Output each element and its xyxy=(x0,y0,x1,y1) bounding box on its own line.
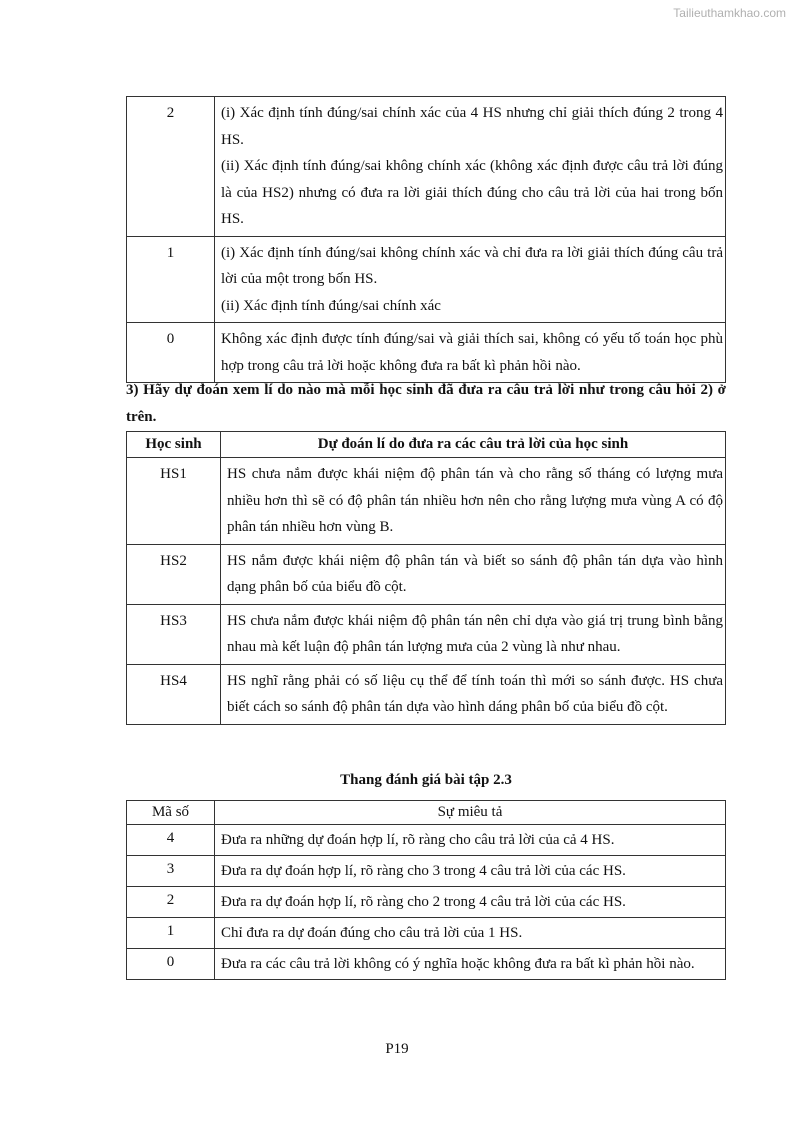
prediction-cell: HS nắm được khái niệm độ phân tán và biết so sánh độ phân tán dựa vào hình dạng phân bố của biểu đồ cột. xyxy=(221,544,726,604)
question-3-heading: 3) Hãy dự đoán xem lí do nào mà mỗi học sinh đã đưa ra câu trả lời như trong câu hỏi 2) ở trên. xyxy=(126,382,726,425)
table-row xyxy=(127,458,726,545)
page-number: P19 xyxy=(385,1041,409,1057)
table-row xyxy=(127,918,726,949)
table-row xyxy=(127,949,726,980)
column-header-code: Mã số xyxy=(127,801,215,825)
description-cell: Đưa ra những dự đoán hợp lí, rõ ràng cho câu trả lời của cả 4 HS. xyxy=(215,825,726,856)
table-row xyxy=(127,236,726,323)
description-cell xyxy=(215,323,726,383)
description-paragraph: (i) Xác định tính đúng/sai chính xác của 4 HS nhưng chỉ giải thích đúng 2 trong 4 HS. xyxy=(221,105,723,148)
table-row xyxy=(127,544,726,604)
code-cell: 0 xyxy=(127,949,215,980)
student-cell: HS3 xyxy=(127,604,221,664)
student-cell: HS1 xyxy=(127,458,221,545)
score-cell: 1 xyxy=(127,236,215,323)
prediction-cell: HS chưa nắm được khái niệm độ phân tán nên chỉ dựa vào giá trị trung bình bằng nhau mà kết luận độ phân tán lượng mưa của 2 vùng là như nhau. xyxy=(221,604,726,664)
table-row xyxy=(127,664,726,724)
table-row xyxy=(127,97,726,237)
description-cell xyxy=(215,97,726,237)
scoring-table-continued xyxy=(126,96,726,383)
prediction-table xyxy=(126,431,726,725)
description-cell: Đưa ra dự đoán hợp lí, rõ ràng cho 2 trong 4 câu trả lời của các HS. xyxy=(215,887,726,918)
table-row xyxy=(127,825,726,856)
watermark: Tailieuthamkhao.com xyxy=(673,6,786,20)
table-row xyxy=(127,887,726,918)
table-header-row xyxy=(127,432,726,458)
student-cell: HS2 xyxy=(127,544,221,604)
score-cell: 0 xyxy=(127,323,215,383)
code-cell: 3 xyxy=(127,856,215,887)
rubric-title: Thang đánh giá bài tập 2.3 xyxy=(340,772,512,788)
code-cell: 2 xyxy=(127,887,215,918)
description-cell xyxy=(215,236,726,323)
column-header-prediction: Dự đoán lí do đưa ra các câu trả lời của học sinh xyxy=(221,432,726,458)
code-cell: 1 xyxy=(127,918,215,949)
description-paragraph: (ii) Xác định tính đúng/sai chính xác xyxy=(221,297,441,314)
prediction-cell: HS nghĩ rằng phải có số liệu cụ thể để tính toán thì mới so sánh được. HS chưa biết cách so sánh độ phân tán dựa vào hình dáng phân bố của biểu đồ cột. xyxy=(221,664,726,724)
description-paragraph: (i) Xác định tính đúng/sai không chính xác và chỉ đưa ra lời giải thích đúng câu trả lời của một trong bốn HS. xyxy=(221,244,723,287)
table-header-row xyxy=(127,801,726,825)
description-paragraph: Không xác định được tính đúng/sai và giải thích sai, không có yếu tố toán học phù hợp trong câu trả lời hoặc không đưa ra bất kì phản hồi nào. xyxy=(221,331,723,374)
code-cell: 4 xyxy=(127,825,215,856)
table-row xyxy=(127,856,726,887)
table-row xyxy=(127,323,726,383)
student-cell: HS4 xyxy=(127,664,221,724)
description-cell: Đưa ra dự đoán hợp lí, rõ ràng cho 3 trong 4 câu trả lời của các HS. xyxy=(215,856,726,887)
table-row xyxy=(127,604,726,664)
description-cell: Đưa ra các câu trả lời không có ý nghĩa hoặc không đưa ra bất kì phản hồi nào. xyxy=(215,949,726,980)
description-cell: Chỉ đưa ra dự đoán đúng cho câu trả lời của 1 HS. xyxy=(215,918,726,949)
prediction-cell: HS chưa nắm được khái niệm độ phân tán và cho rằng số tháng có lượng mưa nhiều hơn thì sẽ có độ phân tán nhiều hơn nên cho rằng lượng mưa vùng A có độ phân tán nhiều hơn vùng B. xyxy=(221,458,726,545)
score-cell: 2 xyxy=(127,97,215,237)
column-header-student: Học sinh xyxy=(127,432,221,458)
rubric-table xyxy=(126,800,726,980)
description-paragraph: (ii) Xác định tính đúng/sai không chính xác (không xác định được câu trả lời đúng là của HS2) nhưng có đưa ra lời giải thích đúng cho câu trả lời của hai trong bốn HS. xyxy=(221,158,723,227)
column-header-description: Sự miêu tả xyxy=(215,801,726,825)
